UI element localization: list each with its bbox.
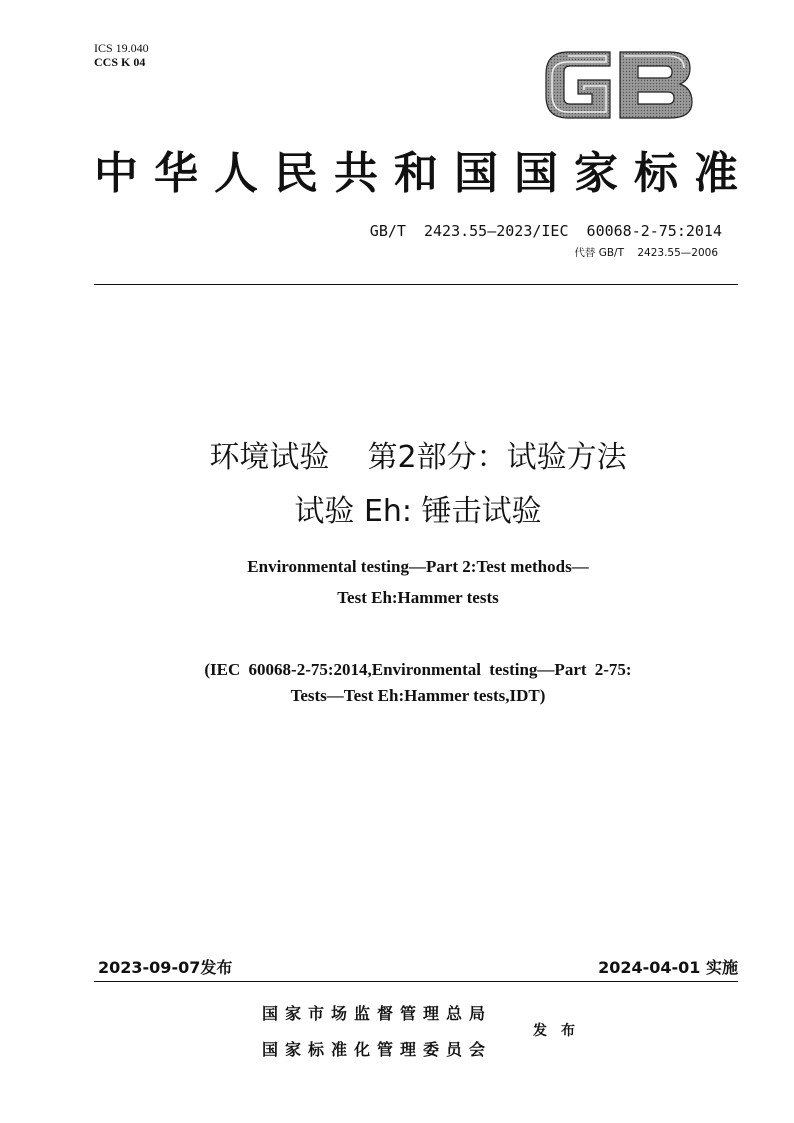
- english-title-line-2: Test Eh:Hammer tests: [337, 588, 499, 607]
- publish-date: 2023-09-07发布: [98, 958, 233, 977]
- replaces-standard: 代替 GB/T 2423.55—2006: [574, 247, 718, 259]
- title-char: 人: [214, 148, 258, 199]
- title-char: 国: [514, 148, 558, 199]
- title-char: 国: [454, 148, 498, 199]
- chinese-title-line-2: 试验 Eh: 锤击试验: [294, 494, 542, 529]
- iec-reference-line-2: Tests—Test Eh:Hammer tests,IDT): [290, 686, 546, 705]
- title-char: 家: [574, 148, 618, 199]
- ccs-code: CCS K 04: [94, 55, 146, 69]
- title-char: 共: [334, 148, 378, 199]
- title-char: 中: [94, 148, 138, 199]
- header-divider: [94, 284, 738, 285]
- footer-divider: [94, 981, 738, 982]
- chinese-title-line-1: 环境试验 第2部分：试验方法: [209, 440, 627, 475]
- national-standard-title: [94, 148, 738, 200]
- implementation-date: 2024-04-01 实施: [598, 958, 738, 977]
- title-char: 标: [634, 148, 678, 199]
- issue-label: 发布: [533, 1023, 589, 1039]
- gb-logo: [538, 46, 698, 124]
- ics-code: ICS 19.040: [94, 41, 149, 55]
- standard-number: GB/T 2423.55—2023/IEC 60068-2-75:2014: [369, 222, 722, 240]
- title-char: 准: [694, 148, 738, 199]
- issuing-authority-2: 国家标准化管理委员会: [262, 1040, 493, 1059]
- title-char: 民: [274, 148, 318, 199]
- title-char: 和: [394, 148, 438, 199]
- english-title-line-1: Environmental testing—Part 2:Test methods—: [247, 557, 589, 576]
- title-char: 华: [154, 148, 198, 199]
- iec-reference-line-1: (IEC 60068-2-75:2014,Environmental testing—Part 2-75:: [204, 660, 632, 679]
- issuing-authority-1: 国家市场监督管理总局: [262, 1004, 493, 1023]
